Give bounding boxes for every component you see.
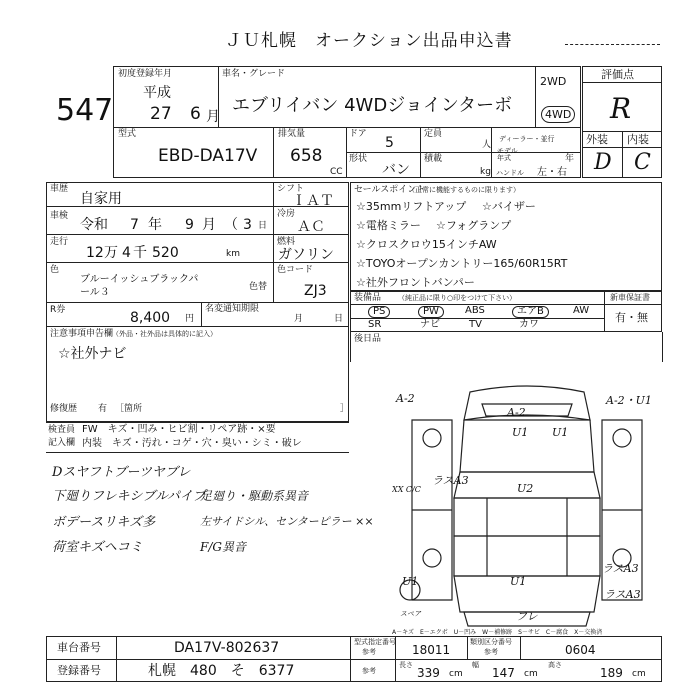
shaken-label: 車検 <box>50 211 69 221</box>
type-num: 18011 <box>412 643 451 657</box>
shift-label: シフト <box>277 184 305 194</box>
kg-unit: kg <box>480 167 491 177</box>
height-label: 高さ <box>548 661 562 669</box>
selling-point: ☆35mmリフトアップ <box>356 200 467 213</box>
color-label: 色 <box>50 265 60 275</box>
rear-door-area <box>454 536 600 576</box>
damage-mark: スペア <box>400 610 421 618</box>
damage-mark: U1 <box>510 575 527 588</box>
car-damage-diagram <box>392 380 662 630</box>
notes-sublabel: （外品・社外品は具体的に記入） <box>112 330 217 338</box>
mileage-sen-unit: 千 <box>133 245 147 261</box>
divider <box>46 659 662 660</box>
grade-label: 評価点 <box>601 68 634 81</box>
repair-label: 修復歴 <box>50 404 78 414</box>
front-door-area <box>454 498 600 536</box>
height-value: 189 <box>600 666 623 680</box>
shaken-day-unit: 日 <box>258 221 268 231</box>
month-unit: 月 <box>206 109 220 125</box>
divider <box>116 636 117 682</box>
category-sub: 参考 <box>484 648 498 656</box>
recycle-amount: 8,400 <box>130 310 171 326</box>
inspector-note: ボデースリキズ多 <box>52 515 156 530</box>
inspector-note: 荷室キズヘコミ <box>52 540 143 555</box>
mileage-unit: km <box>226 249 240 259</box>
capacity-label: 定員 <box>424 129 443 139</box>
year-unit: 年 <box>565 154 575 164</box>
recycle-unit: 円 <box>185 314 195 324</box>
inspector-note: F/G異音 <box>200 540 246 554</box>
doors: 5 <box>385 135 394 151</box>
shape: バン <box>382 162 410 178</box>
damage-mark: U2 <box>517 482 534 495</box>
divider <box>604 291 605 332</box>
aircon-value: ＡＣ <box>297 219 325 235</box>
divider <box>46 422 349 423</box>
exterior-grade: D <box>594 150 612 175</box>
history-value: 自家用 <box>80 191 122 207</box>
first-reg-year: 27 <box>150 104 172 124</box>
divider <box>201 302 202 326</box>
damage-mark: U1 <box>552 426 569 439</box>
notice-day-unit: 日 <box>334 314 344 324</box>
selling-sublabel: （正常に機能するものに限ります） <box>408 186 520 194</box>
length-label: 長さ <box>399 661 413 669</box>
color-change-label: 色替 <box>249 282 268 292</box>
width-value: 147 <box>492 666 515 680</box>
exterior-label: 外装 <box>586 133 608 146</box>
width-unit: cm <box>524 669 538 679</box>
inspector-label-top: 検査員 <box>48 425 76 435</box>
divider <box>113 127 581 128</box>
first-reg-month: 6 <box>190 104 201 124</box>
equipment-pw: PW <box>418 306 444 318</box>
mileage-man: 12 <box>86 245 104 261</box>
shaken-month: 9 <box>185 217 194 233</box>
divider <box>46 302 349 303</box>
divider <box>350 636 351 682</box>
inspector-note: Dスヤフトブーツヤブレ <box>52 465 191 480</box>
divider <box>273 262 274 302</box>
inspector-note: 足廻り・駆動系異音 <box>200 489 309 503</box>
wheel-front-right <box>613 429 631 447</box>
damage-mark: A-2 <box>507 406 526 419</box>
form-title: ＪＵ札幌 オークション出品申込書 <box>225 31 513 51</box>
first-reg-era: 平成 <box>143 85 171 101</box>
history-label: 車歴 <box>50 184 69 194</box>
doors-label: ドア <box>349 129 367 139</box>
interior-label: 内装 <box>627 133 649 146</box>
mileage-man-unit: 万 <box>104 245 118 261</box>
notes-line1: ☆社外ナビ <box>58 346 127 362</box>
warranty-value: 有・無 <box>615 311 648 324</box>
divider <box>582 82 662 83</box>
damage-mark: U1 <box>402 575 419 588</box>
plate-number: 札幌 480 そ 6377 <box>148 663 295 679</box>
dealer-label: ディーラー・並行 <box>499 135 555 143</box>
selling-point: ☆電格ミラー <box>356 219 421 232</box>
damage-mark: ラスA3 <box>432 474 469 487</box>
warranty-label: 新車保証書 <box>610 293 650 302</box>
rear-gate-outline <box>454 576 600 612</box>
load-label: 積載 <box>424 154 443 164</box>
damage-mark: ラスA3 <box>604 588 641 601</box>
color-code: ZJ3 <box>304 283 327 299</box>
equipment-ps: PS <box>368 306 390 318</box>
equipment-airbag: エアB <box>512 306 549 318</box>
car-number: DA17V-802637 <box>174 640 280 656</box>
capacity-unit: 人 <box>482 140 492 150</box>
shaken-year-unit: 年 <box>148 217 162 233</box>
damage-mark: A-2 <box>396 392 415 405</box>
selling-point: ☆社外フロントバンパー <box>356 276 475 289</box>
shaken-day-paren: （ <box>224 217 238 233</box>
damage-mark: A-2・U1 <box>606 394 652 407</box>
divider <box>491 127 492 178</box>
selling-point: ☆TOYOオープンカントリー165/60R15RT <box>356 257 568 270</box>
grille-outline <box>482 404 572 416</box>
drive-2wd: 2WD <box>540 75 567 88</box>
shaken-day: 3 <box>243 217 252 233</box>
model-year-label: モデル年式 <box>497 147 518 162</box>
repair-value: 有 <box>98 404 108 414</box>
divider <box>565 44 660 45</box>
height-unit: cm <box>632 669 646 679</box>
cc-unit: CC <box>330 167 343 177</box>
first-reg-label: 初度登録年月 <box>118 69 173 79</box>
shaken-year: 7 <box>130 217 139 233</box>
type-num-sub: 参考 <box>362 648 376 656</box>
selling-point: ☆フォグランプ <box>436 219 512 232</box>
displacement: 658 <box>290 146 323 166</box>
inspector-note: 下廻りフレキシブルパイプ <box>52 489 206 504</box>
equipment-abs: ABS <box>465 305 485 316</box>
divider <box>46 452 349 453</box>
category-num: 0604 <box>565 643 596 657</box>
category-label: 類別区分番号 <box>470 638 512 646</box>
shape-label: 形状 <box>349 154 368 164</box>
damage-mark: XX C/C <box>392 485 421 494</box>
fuel-label: 燃料 <box>277 237 296 247</box>
mileage-rest: 520 <box>152 245 179 261</box>
handle-label: ハンドル <box>496 169 524 177</box>
interior-grade: C <box>634 150 651 175</box>
damage-legend: A－キズ E－エクボ U－凹み W－補修跡 S－サビ C－腐食 X－交換済 <box>392 629 603 636</box>
selling-point: ☆クロスクロウ15インチAW <box>356 238 497 251</box>
fuel-value: ガソリン <box>278 247 334 263</box>
divider <box>350 332 351 362</box>
divider <box>535 66 536 127</box>
inspector-label-bottom: 記入欄 <box>48 438 76 448</box>
inspector-note: 左サイドシル、センターピラー ×× <box>200 515 374 528</box>
color-name-line2: ール３ <box>80 287 110 298</box>
divider <box>622 131 623 178</box>
width-label: 幅 <box>472 661 479 669</box>
equipment-sr: SR <box>368 319 382 330</box>
notice-label: 名変通知期限 <box>205 304 260 314</box>
displacement-label: 排気量 <box>278 129 306 139</box>
grade-score: R <box>610 92 632 125</box>
equipment-aw: AW <box>573 305 590 316</box>
mileage-sen: 4 <box>122 245 131 261</box>
recycle-label: R券 <box>50 305 66 315</box>
shaken-month-unit: 月 <box>202 217 216 233</box>
equipment-tv: TV <box>469 319 482 330</box>
divider <box>273 127 274 178</box>
divider <box>662 332 663 362</box>
type-label: 型式 <box>118 129 137 139</box>
equipment-label: 装備品 <box>354 293 382 303</box>
divider <box>273 182 274 262</box>
repair-place: ［箇所 <box>115 404 143 414</box>
length-unit: cm <box>449 669 463 679</box>
selling-points-frame <box>350 182 662 291</box>
model-grade-label: 車名・グレード <box>222 69 286 79</box>
mileage-label: 走行 <box>50 237 69 247</box>
rear-items-label: 後日品 <box>354 334 382 344</box>
selling-label: セールスポイント <box>354 185 426 195</box>
shift-value: ＩＡＴ <box>292 193 334 209</box>
length-value: 339 <box>417 666 440 680</box>
lot-number: 547 <box>56 93 114 128</box>
color-code-label: 色コード <box>277 265 314 275</box>
notes-label: 注意事項申告欄 <box>50 329 114 339</box>
inspection-row-exterior: FW キズ・凹み・ヒビ割・リペア跡・×要 <box>82 424 276 435</box>
equipment-sublabel: （純正品に限り○印をつけて下さい） <box>398 294 517 302</box>
divider <box>350 304 662 305</box>
damage-mark: ラスA3 <box>602 562 639 575</box>
inspection-row-interior: 内装 キズ・汚れ・コゲ・穴・臭い・シミ・破レ <box>82 438 302 449</box>
handle: 左・右 <box>537 167 567 178</box>
notice-month-unit: 月 <box>294 314 304 324</box>
divider <box>467 636 468 659</box>
selling-point: ☆バイザー <box>482 200 536 213</box>
divider <box>520 636 521 659</box>
equipment-leather: カワ <box>519 319 539 330</box>
front-bumper-outline <box>464 386 590 420</box>
damage-mark: U1 <box>512 426 529 439</box>
divider <box>46 326 349 327</box>
damage-mark: フレ <box>516 610 538 623</box>
shaken-era: 令和 <box>80 217 108 233</box>
wheel-front-left <box>423 429 441 447</box>
equipment-navi: ナビ <box>420 319 440 330</box>
plate-label: 登録番号 <box>57 664 101 677</box>
car-number-label: 車台番号 <box>57 641 101 654</box>
drive-4wd: 4WD <box>541 106 575 123</box>
divider <box>346 152 581 153</box>
model-type: EBD-DA17V <box>158 146 258 166</box>
repair-bracket: ］ <box>340 404 350 414</box>
model-name: エブリイバン 4WDジョインターボ <box>232 95 513 116</box>
wheel-rear-left <box>423 549 441 567</box>
type-num-label: 型式指定番号 <box>354 638 396 646</box>
ref-label: 参考 <box>362 667 376 675</box>
color-name-line1: ブルーイッシュブラックパ <box>80 274 199 285</box>
aircon-label: 冷房 <box>277 209 296 219</box>
